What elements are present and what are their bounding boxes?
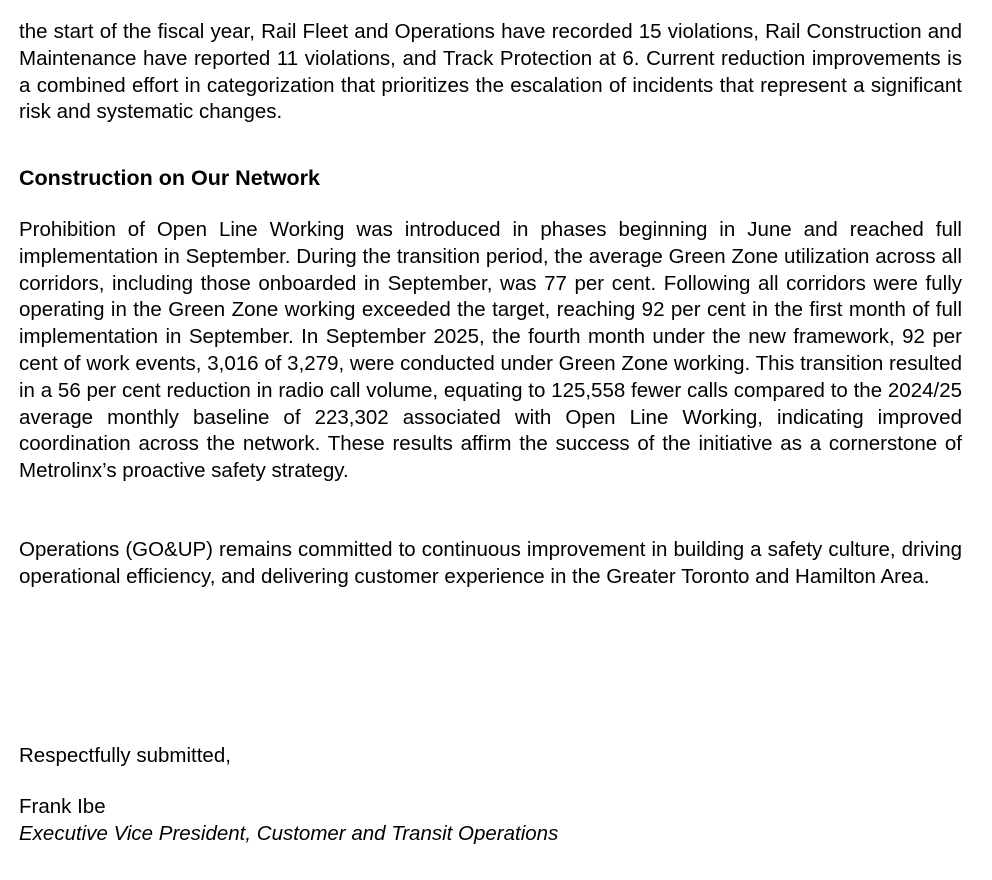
signatory-title: Executive Vice President, Customer and Transit Operations <box>19 822 559 845</box>
signatory-name: Frank Ibe <box>19 795 106 818</box>
document-page <box>19 19 962 845</box>
operations-paragraph: Operations (GO&UP) remains committed to continuous improvement in building a safety culture, driving operational efficiency, and delivering customer experience in the Greater Toronto and Hamilton Area. <box>19 538 962 588</box>
construction-paragraph: Prohibition of Open Line Working was introduced in phases beginning in June and reached full implementation in September. During the transition period, the average Green Zone utilization across all corridors, including those onboarded in September, was 77 per cent. Following all corridors were fully operating in the Green Zone working exceeded the target, reaching 92 per cent in the first month of full implementation in September. In September 2025, the fourth month under the new framework, 92 per cent of work events, 3,016 of 3,279, were conducted under Green Zone working. This transition resulted in a 56 per cent reduction in radio call volume, equating to 125,558 fewer calls compared to the 2024/25 average monthly baseline of 223,302 associated with Open Line Working, indicating improved coordination across the network. These results affirm the success of the initiative as a cornerstone of Metrolinx’s proactive safety strategy. <box>19 218 962 483</box>
intro-paragraph: the start of the fiscal year, Rail Fleet and Operations have recorded 15 violations, Rail Construction and Maintenance have reported 11 violations, and Track Protection at 6. Current reduction improvements is a combined effort in categorization that prioritizes the escalation of incidents that represent a significant risk and systematic changes. <box>19 20 962 124</box>
closing-line: Respectfully submitted, <box>19 744 231 767</box>
section-heading: Construction on Our Network <box>19 166 320 190</box>
